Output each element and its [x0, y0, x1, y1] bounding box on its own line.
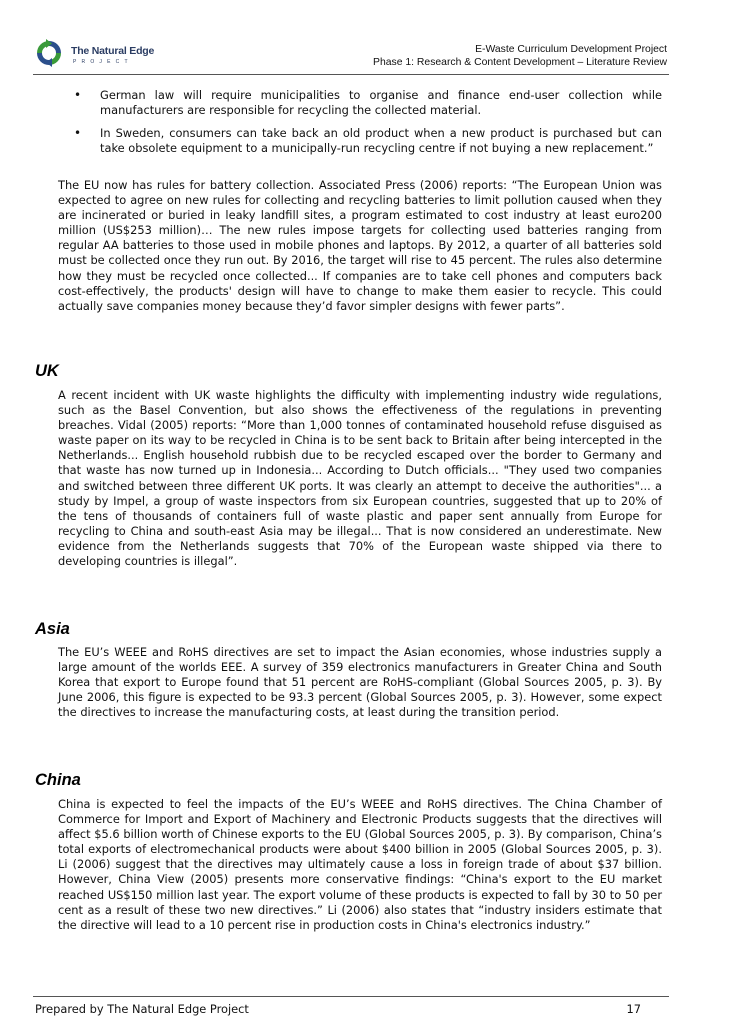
list-item: German law will require municipalities to organise and finance end-user collection while manufacturers are responsible for recycling the collected material. [100, 88, 662, 118]
project-title: E-Waste Curriculum Development Project [475, 44, 667, 55]
globe-arrows-icon [33, 37, 69, 69]
uk-paragraph: A recent incident with UK waste highlights the difficulty with implementing industry wide regulations, such as the Basel Convention, but also shows the effectiveness of the regulations in preventing breaches. Vidal (2005) reports: “More than 1,000 tonnes of contaminated household refuse disguised as waste paper on its way to be recycled in China is to be sent back to Britain after being intercepted in the Netherlands... English household rubbish due to be recycled escaped over the border to Germany and that waste has now turned up in Indonesia... According to Dutch officials... "They used two companies and switched between three different UK ports. It was clearly an attempt to deceive the authorities"... a study by Impel, a group of waste inspectors from six European countries, suggested that up to 20% of the tens of thousands of containers full of waste plastic and paper sent annually from Europe for recycling to China and south-east Asia may be illegal... That is now considered an underestimate. New evidence from the Netherlands suggests that 70% of the European waste shipped via there to developing countries is illegal”. [58, 388, 662, 569]
logo-subtitle: PROJECT [73, 59, 133, 65]
page-header [33, 34, 669, 75]
page-footer [33, 996, 669, 1017]
section-title-uk: UK [35, 362, 59, 380]
page-number: 17 [626, 1002, 641, 1016]
bullet-icon: • [74, 126, 82, 140]
logo [33, 37, 173, 69]
section-title-asia: Asia [35, 620, 70, 638]
china-paragraph: China is expected to feel the impacts of the EU’s WEEE and RoHS directives. The China Chamber of Commerce for Import and Export of Machinery and Electronic Products suggests that the directives will affect $5.6 billion worth of Chinese exports to the EU (Global Sources 2005, p. 3). By comparison, China’s total exports of electromechanical products were about $400 billion in 2005 (Global Sources 2005, p. 3). Li (2006) suggest that the directives may ultimately cause a loss in foreign trade of about $37 billion. However, China View (2005) presents more conservative findings: “China's export to the EU market reached US$150 million last year. The export volume of these products is expected to fall by 30 to 50 per cent as a result of these two new directives.” Li (2006) also states that “industry insiders estimate that the directive will lead to a 10 percent rise in production costs in China's electronics industry.” [58, 797, 662, 932]
eu-battery-paragraph: The EU now has rules for battery collection. Associated Press (2006) reports: “The European Union was expected to agree on new rules for collecting and recycling batteries to limit pollution caused when they are incinerated or buried in leaky landfill sites, a program estimated to cost industry at least euro200 million (US$253 million)… The new rules impose targets for collecting used batteries ranging from regular AA batteries to those used in mobile phones and laptops. By 2012, a quarter of all batteries sold must be collected once they run out. By 2016, the target will rise to 45 percent. The rules also determine how they must be recycled once collected... If companies are to take cell phones and computers back cost-effectively, the products' design will have to change to make them easier to recycle. This could actually save companies money because they’d favor simpler designs with fewer parts”. [58, 178, 662, 313]
footer-prepared-by: Prepared by The Natural Edge Project [35, 1002, 249, 1016]
section-title-china: China [35, 771, 81, 789]
phase-title: Phase 1: Research & Content Development – Literature Review [373, 57, 667, 68]
asia-paragraph: The EU’s WEEE and RoHS directives are set to impact the Asian economies, whose industries supply a large amount of the worlds EEE. A survey of 359 electronics manufacturers in Greater China and South Korea that export to Europe found that 51 percent are RoHS-compliant (Global Sources 2005, p. 3). By June 2006, this figure is expected to be 93.3 percent (Global Sources 2005, p. 3). However, some expect the directives to increase the manufacturing costs, at least during the transition period. [58, 645, 662, 720]
bullet-icon: • [74, 88, 82, 102]
header-titles [373, 43, 667, 69]
list-item: In Sweden, consumers can take back an old product when a new product is purchased but can take obsolete equipment to a municipally-run recycling centre if not buying a new replacement.” [100, 126, 662, 156]
logo-name: The Natural Edge [71, 45, 155, 57]
